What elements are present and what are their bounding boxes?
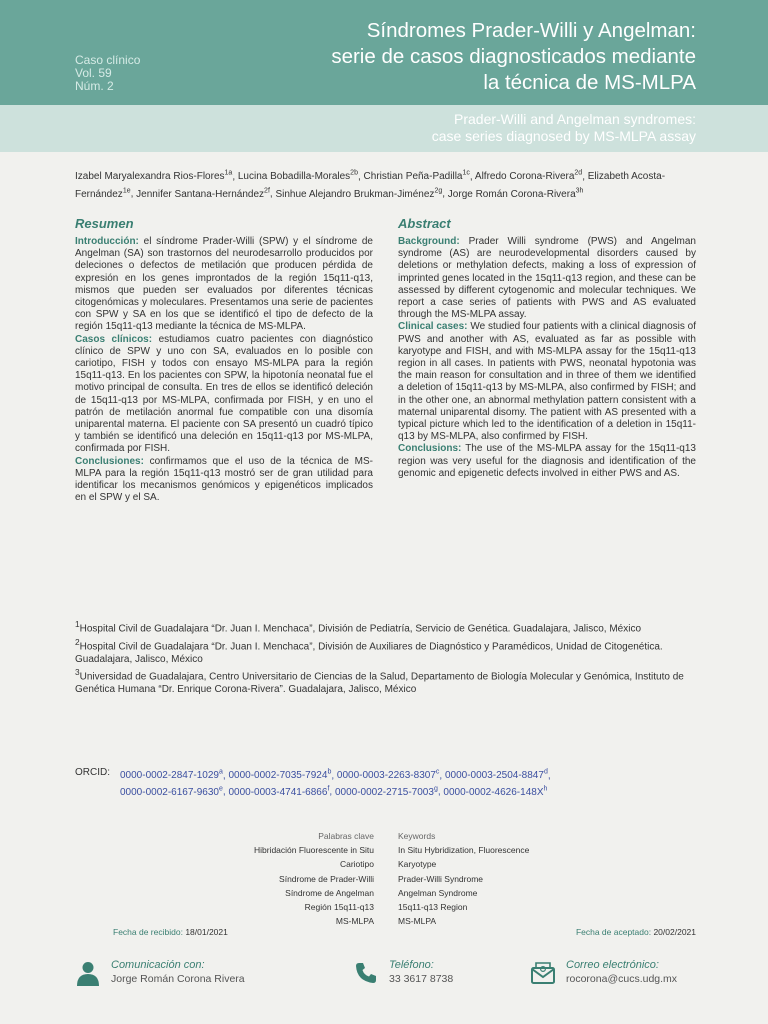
affiliations bbox=[75, 618, 697, 696]
author bbox=[75, 171, 232, 182]
affiliation-text: Universidad de Guadalajara, Centro Universitario de Ciencias de la Salud, Departamento de Biología Molecular y Genómica, Instituto de Genética Humana “Dr. Enrique Corona-Rivera”. Guadalajara, Jalisco, México bbox=[75, 671, 684, 695]
contact-email bbox=[530, 958, 720, 994]
phone-label: Teléfono: bbox=[389, 959, 434, 971]
author bbox=[364, 171, 470, 182]
received-date-value: 18/01/2021 bbox=[185, 927, 228, 937]
author-list: Izabel Maryalexandra Rios-Flores$^{1a}$, Lucina Bobadilla-Morales$^{2b}$, Christian Peña-Padilla$^{1c}$, Alfredo Corona-Rivera$^{2d}$, Elizabeth Acosta-Fernández$^{1e}$, Jennifer Santana-Hernández$^{2f}$, Sinhue Alejandro Brukman-Jiménez$^{2g}$, Jorge Román Corona-Rivera$^{3h}$ bbox=[75, 170, 666, 200]
affiliation-text: Hospital Civil de Guadalajara “Dr. Juan I. Menchaca”, División de Auxiliares de Diagnóstico y Paramédicos, Unidad de Citogenética. Guadalajara, Jalisco, México bbox=[75, 641, 663, 665]
article-type: Caso clínico bbox=[75, 53, 141, 67]
orcid-link[interactable] bbox=[443, 787, 547, 798]
orcid-link[interactable] bbox=[445, 770, 548, 781]
abstract-column bbox=[398, 216, 696, 480]
keyword: MS-MLPA bbox=[398, 916, 437, 927]
orcid-id: 0000-0002-2715-7003 bbox=[334, 786, 434, 798]
resumen-section-text: confirmamos que el uso de la técnica de MS-MLPA para la región 15q11-q13 mostró ser de gran utilidad para identificar los mecanismos genómicos y epigenéticos implicados en el SPW y el SA. bbox=[75, 455, 373, 504]
accepted-date bbox=[576, 927, 696, 937]
author-superscript: 1a bbox=[224, 170, 233, 177]
contact-value: Jorge Román Corona Rivera bbox=[111, 973, 245, 985]
orcid-link[interactable] bbox=[228, 770, 331, 781]
resumen-section-lead: Introducción: bbox=[75, 236, 139, 247]
keyword: In Situ Hybridization, Fluorescence bbox=[398, 845, 530, 856]
author-name: Sinhue Alejandro Brukman-Jiménez bbox=[275, 188, 435, 200]
orcid-superscript: h bbox=[543, 785, 548, 793]
orcid-links: 0000-0002-2847-1029$^a$, 0000-0002-7035-7924$^b$, 0000-0003-2263-8307$^c$, 0000-0003-2504-8847$^d$, 0000-0002-6167-9630e, 0000-0003-4741-6866$^f$, 0000-0002-2715-7003$^g$, $0000-0002-4626-148X^h$ bbox=[120, 769, 551, 798]
keyword: Prader-Willi Syndrome bbox=[398, 873, 484, 884]
keywords-spanish-heading: Palabras clave bbox=[318, 831, 374, 841]
abstract-section-text: We studied four patients with a clinical diagnosis of PWS and another with AS, evaluated as far as possible with karyotype and FISH, and with MS-MLPA assay for the 15q11-q13 region in all cases. In patients with PWS, neonatal hypotonia was the main reason for consultation and in three of them we identified a deletion of 15q11-q13 by MS-MLPA, also confirmed by FISH; and in the other one, an abnormal methylation pattern consistent with a maternal uniparental disomy. The patient with AS presented with a typical picture which led to the identification of a deletion in 15q11-q13 by MS-MLPA, also confirmed by FISH. bbox=[398, 321, 697, 443]
orcid-label: ORCID: bbox=[75, 767, 110, 778]
orcid-id: 0000-0003-2263-8307 bbox=[336, 770, 436, 782]
orcid-link[interactable] bbox=[120, 787, 223, 798]
article-meta bbox=[75, 54, 140, 93]
keyword: Síndrome de Prader-Willi bbox=[279, 873, 374, 884]
author-name: Christian Peña-Padilla bbox=[363, 171, 463, 183]
author-name: Lucina Bobadilla-Morales bbox=[237, 171, 351, 183]
abstract-section-lead: Background: bbox=[398, 236, 460, 247]
orcid-superscript: e bbox=[218, 785, 223, 793]
contact-phone bbox=[353, 958, 513, 994]
affiliation-number: 1 bbox=[75, 619, 80, 629]
article-title-english: Prader-Willi and Angelman syndromes: case series diagnosed by MS-MLPA assay bbox=[431, 111, 696, 144]
email-label: Correo electrónico: bbox=[566, 959, 659, 971]
author-superscript: 2g bbox=[434, 187, 443, 195]
abstract-section-lead: Conclusions: bbox=[398, 443, 462, 455]
author-name: Alfredo Corona-Rivera bbox=[474, 171, 575, 183]
article-volume: Vol. 59 bbox=[75, 66, 112, 80]
keyword: Cariotipo bbox=[339, 859, 374, 870]
resumen-section-lead: Conclusiones: bbox=[75, 455, 144, 467]
affiliation-number: 2 bbox=[75, 636, 80, 647]
abstract-section-text: Prader Willi syndrome (PWS) and Angelman syndrome (AS) are neurodevelopmental disorders caused by deletions or methylation defects, making a loss of expression of imprinted genes located in the 15q11-q13 region, and these can be assessed by different cytogenomic and molecular techniques. We report a case series of patients with PWS and AS evaluated through the MS-MLPA assay. bbox=[398, 236, 696, 321]
phone-value[interactable]: 33 3617 8738 bbox=[389, 973, 454, 985]
author-superscript: 1c bbox=[462, 170, 470, 177]
resumen-section-text: el síndrome Prader-Willi (SPW) y el síndrome de Angelman (SA) son trastornos del neurodesarrollo producidos por deleciones o defectos de metilación que producen pérdida de expresión en los genes improntados de la región 15q11-q13, mismos que pueden ser evaluados por diferentes técnicas citogenómicas y moleculares. Presentamos una serie de pacientes con SPW y SA en los que se identificó el tipo de defecto de la región 15q11-q13 mediante la técnica de MS-MLPA. bbox=[75, 236, 373, 333]
author bbox=[475, 171, 582, 182]
keyword: Karyotype bbox=[398, 859, 437, 870]
keyword: Hibridación Fluorescente in Situ bbox=[253, 845, 374, 856]
orcid-superscript: f bbox=[327, 785, 330, 793]
affiliation bbox=[75, 636, 697, 666]
contact-person bbox=[75, 958, 315, 994]
resumen-column bbox=[75, 216, 373, 504]
keywords-english bbox=[398, 829, 638, 928]
keyword: Región 15q11-q13 bbox=[304, 902, 374, 913]
author-superscript: 1e bbox=[122, 187, 131, 195]
author-superscript: 2f bbox=[264, 187, 270, 195]
orcid-id: 0000-0002-2847-1029 bbox=[120, 770, 219, 782]
article-title: Síndromes Prader-Willi y Angelman: serie de casos diagnosticados mediante la técnica de MS-MLPA bbox=[331, 19, 696, 94]
keywords-english-heading: Keywords bbox=[398, 831, 436, 841]
affiliation-number: 3 bbox=[75, 667, 80, 678]
orcid-id: 0000-0002-4626-148X bbox=[443, 786, 544, 798]
orcid-id: 0000-0002-7035-7924 bbox=[228, 770, 328, 782]
resumen-section-lead: Casos clínicos: bbox=[75, 333, 153, 345]
author bbox=[275, 189, 442, 200]
author bbox=[238, 171, 358, 182]
orcid-id: 0000-0003-2504-8847 bbox=[444, 770, 544, 782]
affiliation-text: Hospital Civil de Guadalajara “Dr. Juan I. Menchaca”, División de Pediatría, Servicio de Genética. Guadalajara, Jalisco, México bbox=[79, 623, 642, 635]
orcid-id: 0000-0002-6167-9630 bbox=[120, 786, 219, 798]
orcid-superscript: c bbox=[435, 769, 440, 776]
resumen-section bbox=[75, 456, 373, 505]
abstract-section bbox=[398, 236, 696, 321]
orcid-link[interactable] bbox=[120, 770, 223, 781]
author-superscript: 2d bbox=[574, 170, 583, 177]
accepted-date-value: 20/02/2021 bbox=[653, 927, 696, 937]
received-date-label: Fecha de recibido: bbox=[113, 927, 183, 937]
author-superscript: 3h bbox=[575, 187, 584, 195]
abstract-heading: Abstract bbox=[398, 216, 451, 231]
abstract-section-text: The use of the MS-MLPA assay for the 15q11-q13 region was very useful for the diagnosis and identification of the genomic and epigenetic defects involved in either PWS and AS. bbox=[398, 443, 696, 479]
author bbox=[136, 189, 270, 200]
contact-label: Comunicación con: bbox=[111, 959, 205, 971]
author-superscript: 2b bbox=[350, 170, 358, 177]
keyword: Síndrome de Angelman bbox=[285, 887, 374, 898]
resumen-section-text: estudiamos cuatro pacientes con diagnóstico clínico de SPW y uno con SA, evaluados en lo posible con cariotipo, FISH y todos con ensayo MS-MLPA para la región 15q11-q13. En los pacientes con SPW, la hipotonía neonatal fue el motivo principal de consulta. En tres de ellos se identificó deleción de 15q11-q13 por MS-MLPA, confirmada por FISH, y en uno el patrón de metilación anormal fue compatible con una disomía uniparental materna. El paciente con SA presentó un cuadró típico y también se identificó una deleción en 15q11-q13 por MS-MLPA, confirmada por FISH. bbox=[75, 333, 373, 455]
resumen-section bbox=[75, 334, 373, 456]
orcid-superscript: b bbox=[327, 769, 332, 776]
abstract-section-lead: Clinical cases: bbox=[398, 321, 468, 333]
orcid-id: 0000-0003-4741-6866 bbox=[228, 786, 328, 798]
received-date bbox=[113, 927, 228, 937]
author-name: Jennifer Santana-Hernández bbox=[136, 188, 265, 200]
keyword: MS-MLPA bbox=[335, 916, 374, 927]
author-name: Izabel Maryalexandra Rios-Flores bbox=[75, 171, 225, 183]
email-value[interactable]: rocorona@cucs.udg.mx bbox=[566, 973, 678, 985]
resumen-heading: Resumen bbox=[75, 216, 134, 231]
accepted-date-label: Fecha de aceptado: bbox=[575, 927, 652, 937]
orcid-link[interactable] bbox=[335, 787, 438, 798]
affiliation bbox=[75, 666, 697, 696]
orcid-superscript: d bbox=[543, 769, 548, 776]
author-name: Elizabeth Acosta-Fernández bbox=[75, 171, 666, 200]
abstract-section bbox=[398, 443, 696, 480]
person-icon bbox=[75, 960, 101, 986]
article-number: Núm. 2 bbox=[75, 79, 114, 93]
orcid-superscript: a bbox=[218, 769, 223, 776]
affiliation bbox=[75, 618, 697, 636]
keyword: 15q11-q13 Region bbox=[398, 902, 468, 913]
orcid-link[interactable] bbox=[228, 787, 329, 798]
phone-icon bbox=[353, 960, 379, 986]
keywords-spanish bbox=[154, 829, 374, 928]
resumen-section bbox=[75, 236, 373, 334]
orcid-link[interactable] bbox=[337, 770, 439, 781]
author bbox=[448, 189, 584, 200]
author-name: Jorge Román Corona-Rivera bbox=[447, 188, 576, 200]
envelope-icon bbox=[530, 960, 556, 986]
orcid-superscript: g bbox=[433, 785, 438, 793]
abstract-section bbox=[398, 321, 696, 443]
keyword: Angelman Syndrome bbox=[398, 887, 478, 898]
